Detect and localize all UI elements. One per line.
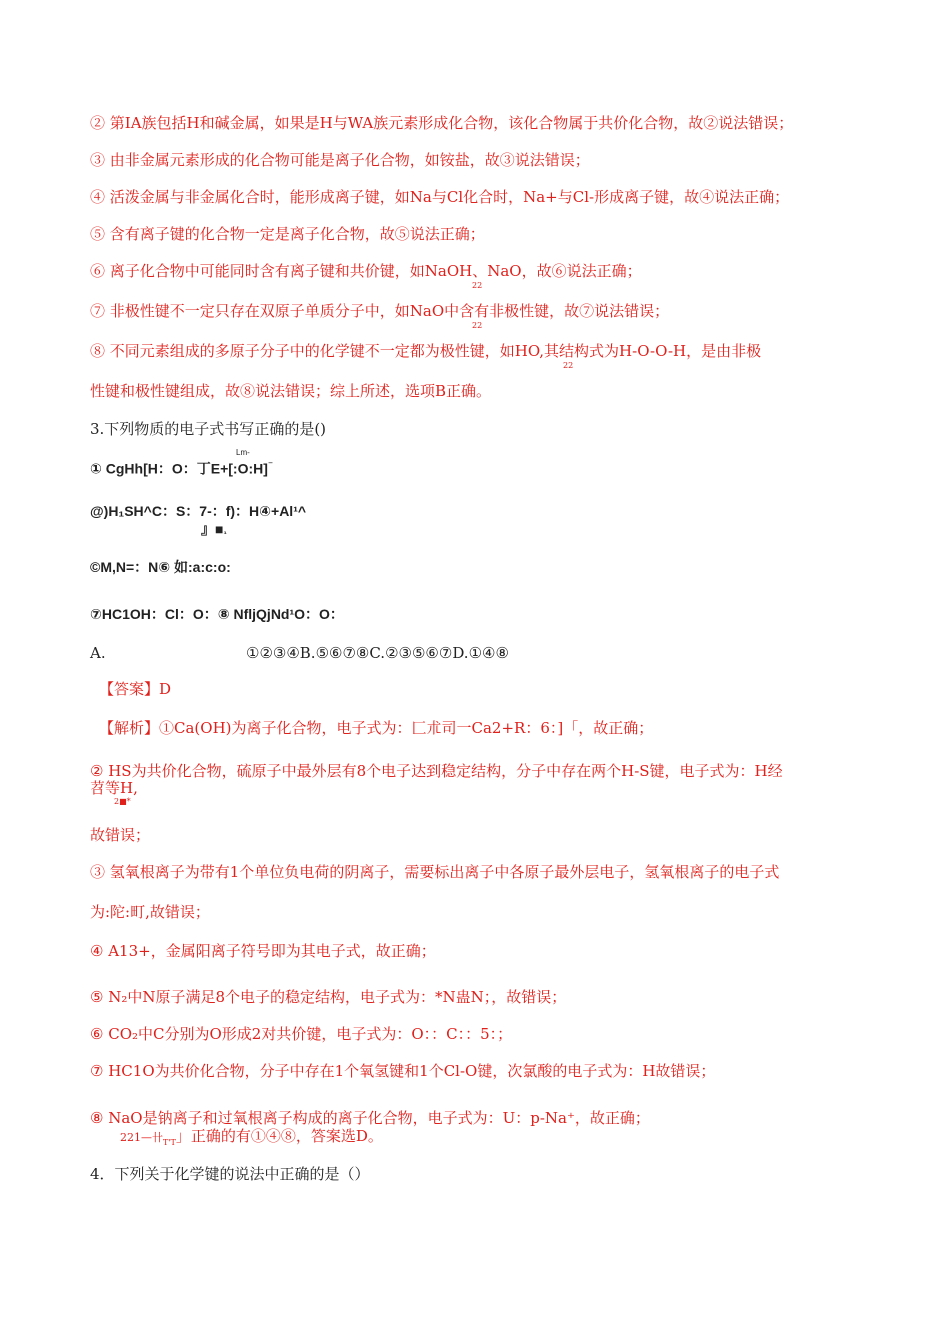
explanation-line-8a: ⑧ 不同元素组成的多原子分子中的化学键不一定都为极性键，如HO,其结构式为H-O-O-H，是由非极 — [90, 342, 762, 360]
analysis-line-2a: ② HS为共价化合物，硫原子中最外层有8个电子达到稳定结构，分子中存在两个H-S键，电子式为：H经 — [90, 762, 783, 780]
subscript-marker: 2■* — [114, 797, 131, 806]
subscript-marker: 22 — [472, 321, 483, 330]
analysis-line-3b: 为:陀:町,故错误； — [90, 903, 210, 921]
analysis-line-5: ⑤ N₂中N原子满足8个电子的稳定结构，电子式为：*N蛊N；，故错误； — [90, 988, 567, 1006]
analysis-line-1: 【解析】①Ca(OH)为离子化合物，电子式为：匚朮司一Ca2+R：6：]「，故正确； — [99, 719, 654, 737]
explanation-line-2: ② 第IA族包括H和碱金属，如果是H与WA族元素形成化合物，该化合物属于共价化合物，故②说法错误； — [90, 114, 794, 132]
option-1-text: ① CgHh[H：O：丁E+[:O:H] — [90, 460, 268, 477]
analysis-line-8a: ⑧ NaO是钠离子和过氧根离子构成的离子化合物，电子式为：U：p-Na⁺，故正确； — [90, 1109, 650, 1127]
explanation-line-5: ⑤ 含有离子键的化合物一定是离子化合物，故⑤说法正确； — [90, 225, 485, 243]
option-2-mark: 』■ — [201, 521, 224, 537]
analysis-line-2c: 故错误； — [90, 826, 151, 844]
explanation-line-4: ④ 活泼金属与非金属化合时，能形成离子键，如Na与Cl化合时，Na+与Cl-形成离子键，故④说法正确； — [90, 188, 790, 206]
subscript-marker: 22 — [563, 361, 574, 370]
analysis-line-4: ④ A13+，金属阳离子符号即为其电子式，故正确； — [90, 942, 436, 960]
conclusion-text: 」正确的有①④⑧，答案选D。 — [175, 1127, 383, 1145]
option-2-sub: ₁ — [223, 527, 227, 536]
explanation-line-8b: 性键和极性键组成，故⑧说法错误；综上所述，选项B正确。 — [90, 382, 492, 400]
question-3-title: 3.下列物质的电子式书写正确的是() — [90, 420, 327, 438]
question-3-option-4: ⑦HC1OH：Cl：O：⑧ NfljQjNd¹O：O： — [90, 606, 344, 622]
analysis-line-6: ⑥ CO₂中C分别为O形成2对共价键，电子式为：O：：C：：5：； — [90, 1025, 513, 1043]
question-3-option-2: @)H₁SH^C：S：7-：f)：H④+Al¹^ — [90, 503, 307, 519]
question-3-option-1 — [90, 456, 273, 479]
subscript-marker: 22 — [472, 281, 483, 290]
question-3-option-3: ©M,N=：N⑥ 如:a:c:o: — [90, 559, 231, 575]
superscript-marker: Lm- — [236, 448, 250, 457]
analysis-line-7: ⑦ HC1O为共价化合物，分子中存在1个氧氢键和1个Cl-O键，次氯酸的电子式为：H故错误； — [90, 1062, 716, 1080]
explanation-line-7: ⑦ 非极性键不一定只存在双原子单质分子中，如NaO中含有非极性键，故⑦说法错误； — [90, 302, 670, 320]
formula-fragment-sup: T'T — [163, 1138, 176, 1147]
formula-fragment: 221—卄 — [120, 1131, 163, 1144]
analysis-line-8b — [120, 1126, 383, 1153]
explanation-line-3: ③ 由非金属元素形成的化合物可能是离子化合物，如铵盐，故③说法错误； — [90, 151, 590, 169]
option-1-tail: ⁻ — [267, 460, 274, 471]
question-3-option-2-line2 — [201, 519, 227, 542]
answer-label: 【答案】D — [99, 680, 172, 698]
question-3-choices: ①②③④B.⑤⑥⑦⑧C.②③⑤⑥⑦D.①④⑧ — [246, 644, 509, 662]
explanation-line-6: ⑥ 离子化合物中可能同时含有离子键和共价键，如NaOH、NaO，故⑥说法正确； — [90, 262, 642, 280]
analysis-line-3a: ③ 氢氧根离子为带有1个单位负电荷的阴离子，需要标出离子中各原子最外层电子，氢氧根离子的电子式 — [90, 863, 780, 881]
question-4-title: 4．下列关于化学键的说法中正确的是（） — [90, 1165, 370, 1183]
analysis-line-2b: 苕等H, — [90, 779, 138, 797]
question-3-choice-label: A. — [90, 644, 106, 662]
